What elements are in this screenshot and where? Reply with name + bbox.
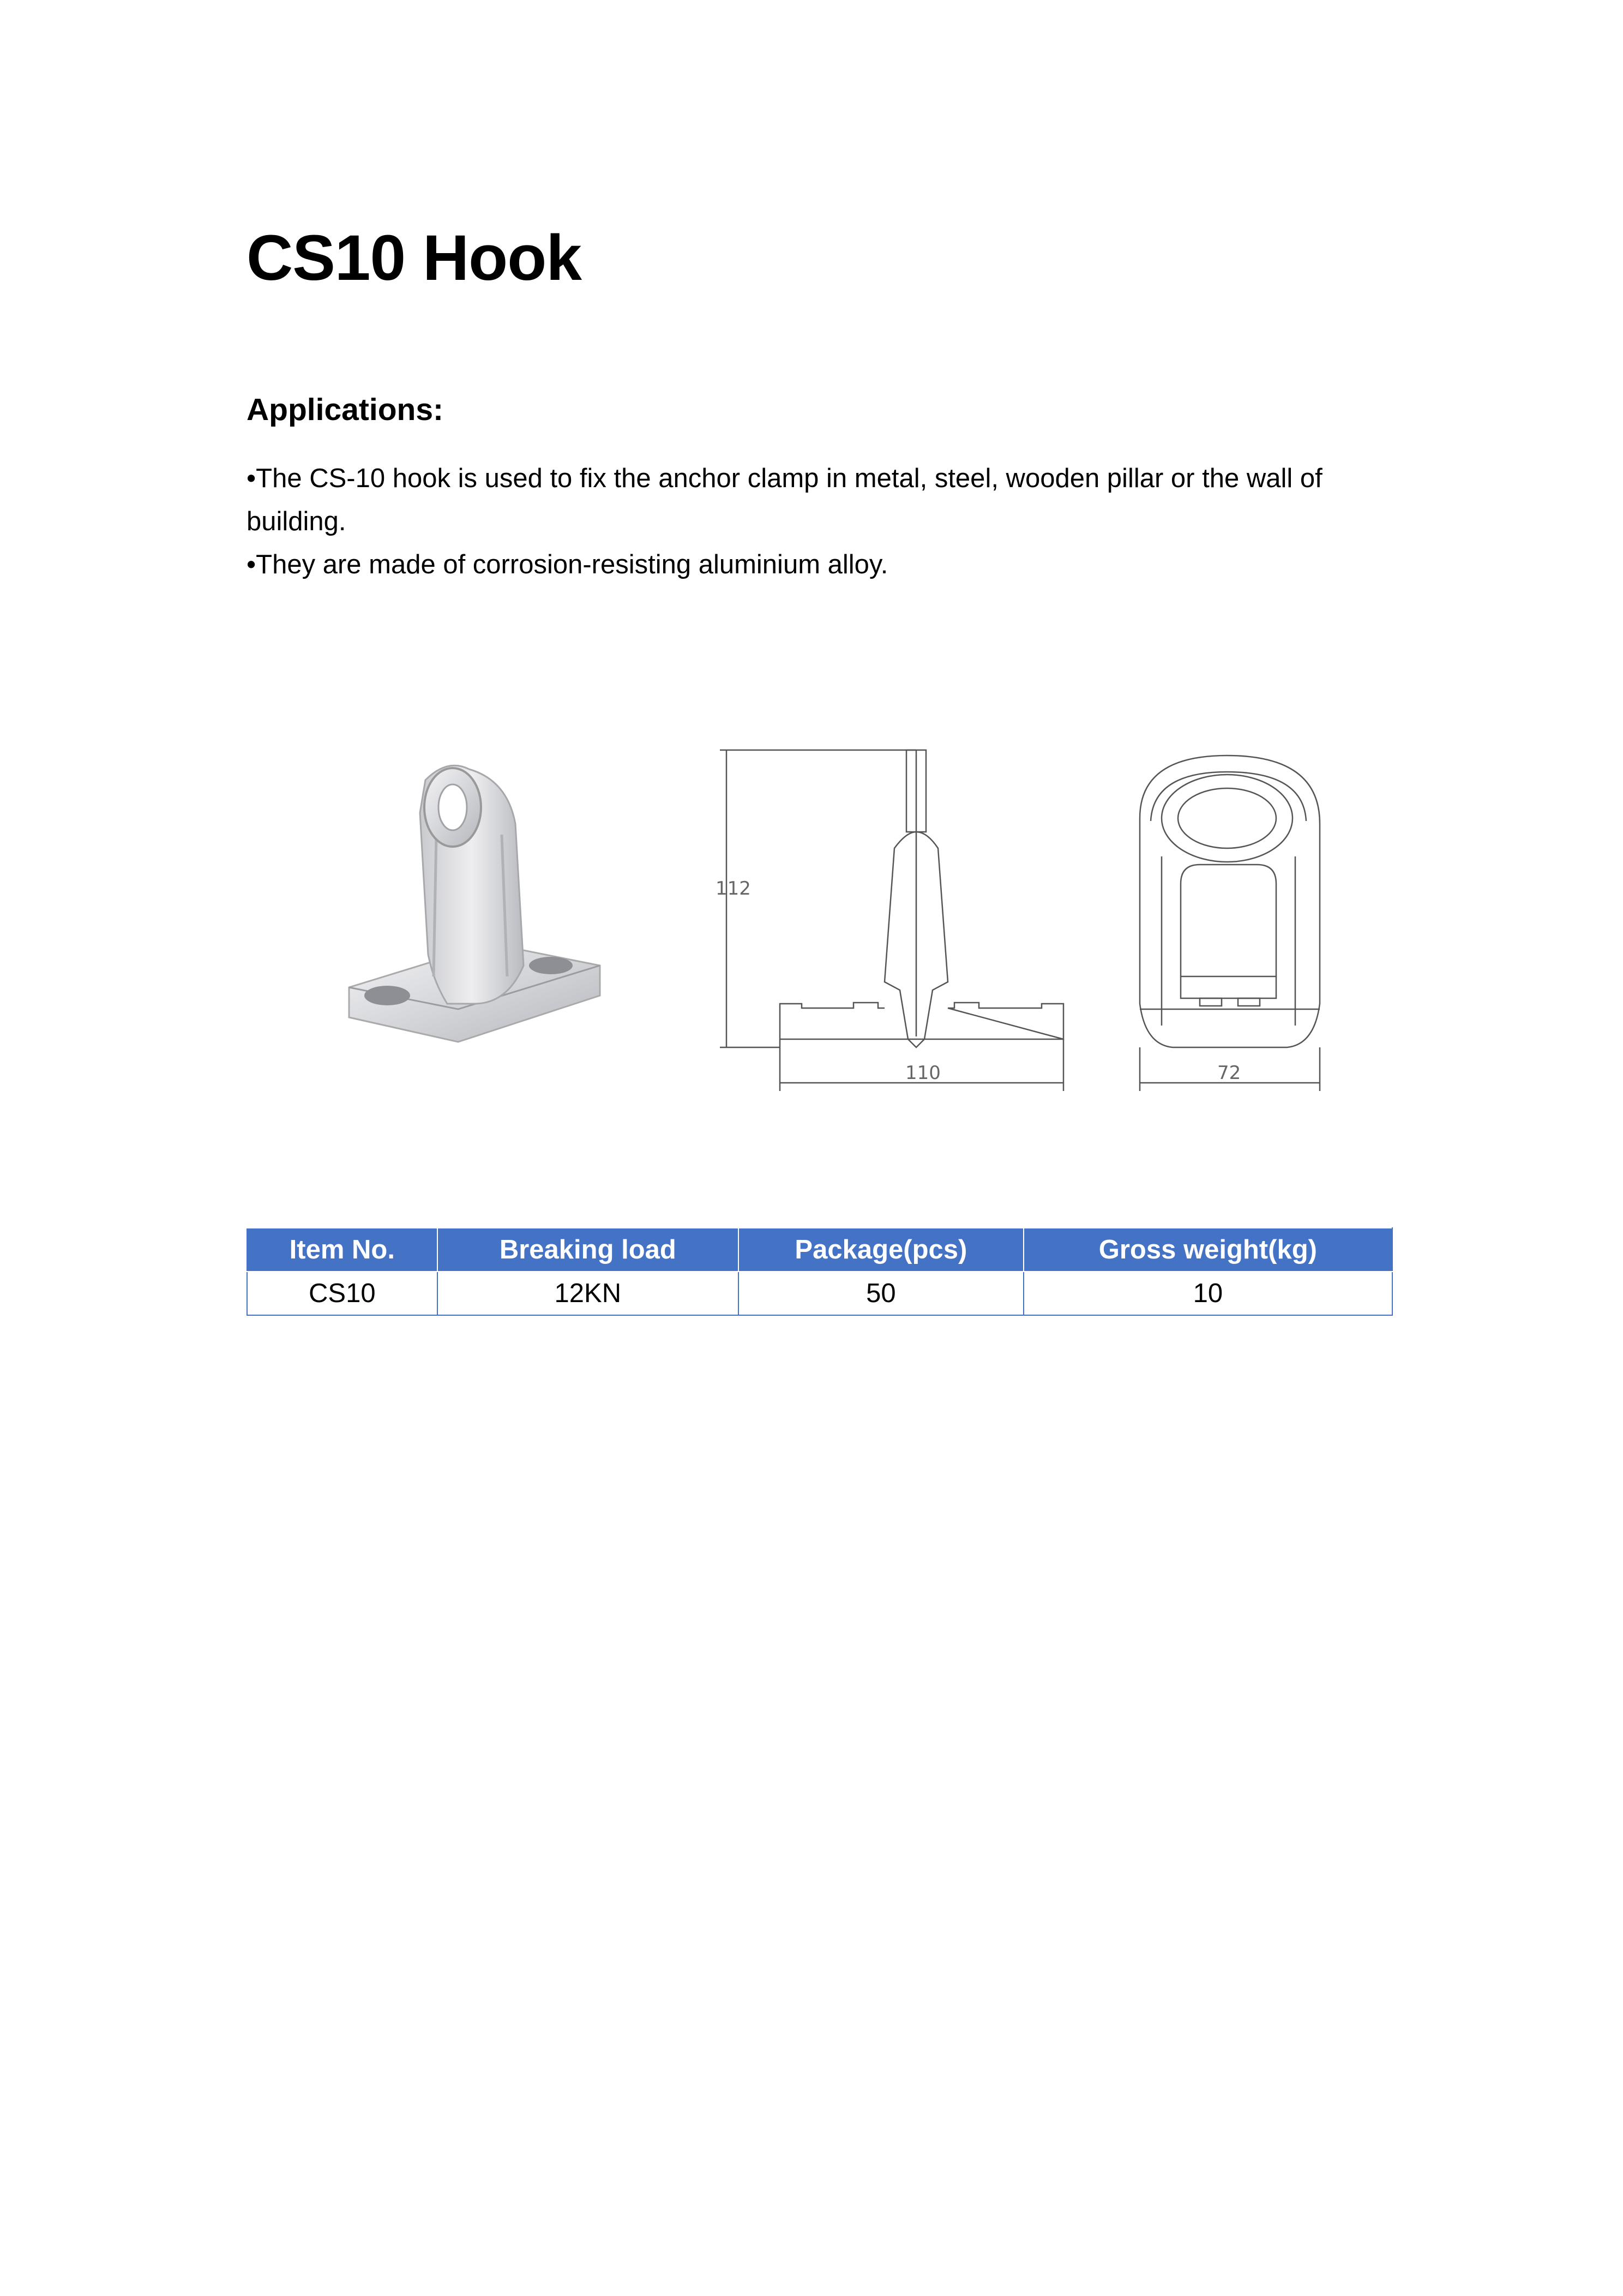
bullet-item: •The CS-10 hook is used to fix the anchor clamp in metal, steel, wooden pillar or the wall of building. [247,464,1323,536]
header-breaking-load: Breaking load [437,1228,738,1272]
cell-breaking-load: 12KN [437,1272,738,1315]
bullet-item: •They are made of corrosion-resisting aluminium alloy. [247,550,888,579]
page-title: CS10 Hook [247,222,581,294]
header-package: Package(pcs) [738,1228,1024,1272]
table-row [247,1272,1392,1315]
dimension-height: 112 [716,878,751,900]
dimension-depth: 72 [1217,1062,1241,1084]
table-header-row [247,1228,1392,1272]
product-photo [327,747,611,1053]
header-item-no: Item No. [247,1228,437,1272]
applications-list [247,457,1381,586]
cell-package: 50 [738,1272,1024,1315]
side-view-drawing [1129,742,1347,1102]
header-gross-weight: Gross weight(kg) [1024,1228,1392,1272]
applications-heading: Applications: [247,392,444,427]
dimension-width: 110 [905,1062,941,1084]
cell-item-no: CS10 [247,1272,437,1315]
front-view-drawing [714,742,1085,1102]
spec-table [247,1227,1393,1316]
cell-gross-weight: 10 [1024,1272,1392,1315]
